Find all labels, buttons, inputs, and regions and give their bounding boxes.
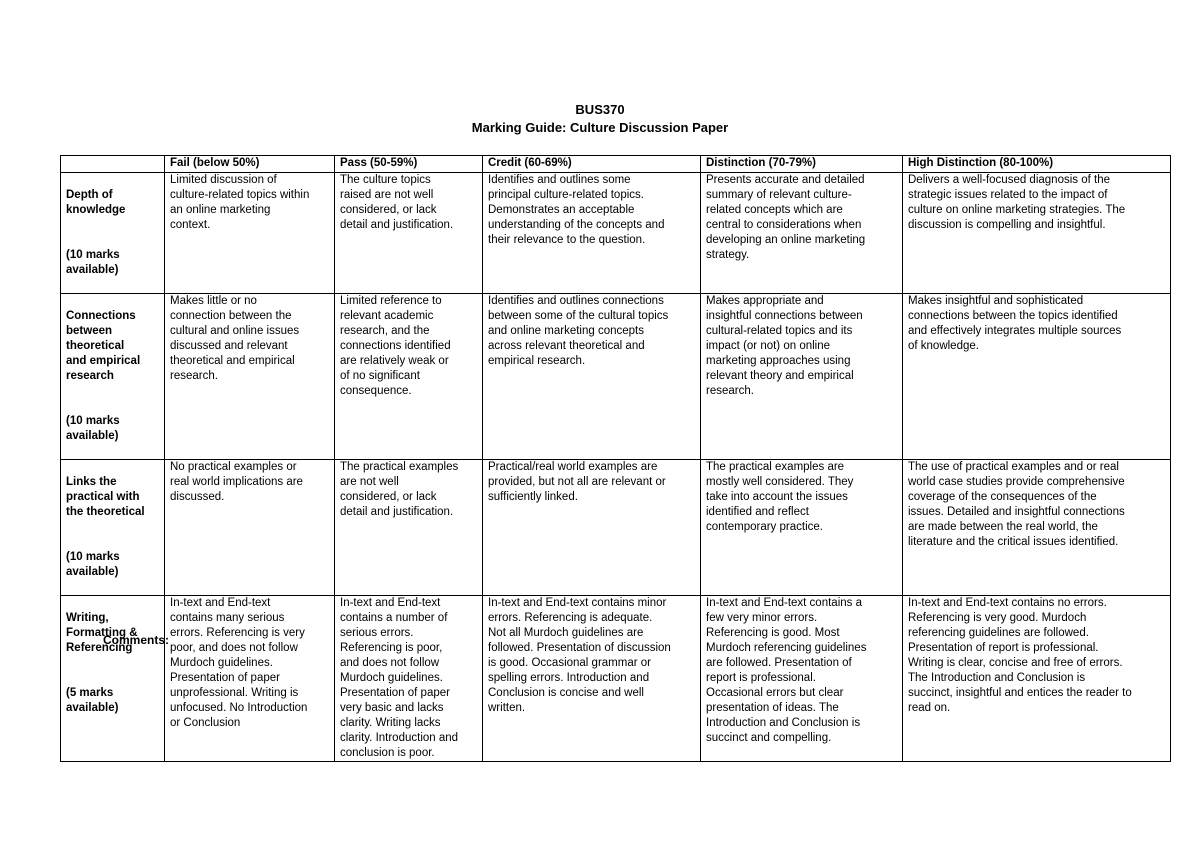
- comments-label: Comments:: [103, 633, 170, 647]
- credit-descriptor: Identifies and outlines some principal culture-related topics. Demonstrates an acceptable understanding of the concepts and their relevance to the question.: [483, 173, 701, 294]
- distinction-descriptor: Makes appropriate and insightful connections between cultural-related topics and its impact (or not) on online marketing approaches using relevant theory and empirical research.: [701, 294, 903, 460]
- high-distinction-descriptor: Delivers a well-focused diagnosis of the strategic issues related to the impact of culture on online marketing strategies. The discussion is compelling and insightful.: [903, 173, 1171, 294]
- credit-descriptor: Practical/real world examples are provided, but not all are relevant or sufficiently linked.: [483, 460, 701, 596]
- header-cell-credit: Credit (60-69%): [483, 156, 701, 173]
- fail-descriptor: No practical examples or real world implications are discussed.: [165, 460, 335, 596]
- course-code: BUS370: [575, 102, 625, 117]
- marking-rubric-table: [60, 155, 1171, 762]
- criterion-marks: (10 marks available): [66, 249, 120, 276]
- pass-descriptor: In-text and End-text contains a number of serious errors. Referencing is poor, and does not follow Murdoch guidelines. Presentation of paper very basic and lacks clarity. Writing lacks clarity. Introduction and conclusion is poor.: [335, 596, 483, 762]
- fail-descriptor: Limited discussion of culture-related topics within an online marketing context.: [165, 173, 335, 294]
- distinction-descriptor: The practical examples are mostly well considered. They take into account the issues identified and reflect contemporary practice.: [701, 460, 903, 596]
- criterion-cell: [61, 173, 165, 294]
- criterion-marks: (10 marks available): [66, 551, 120, 578]
- distinction-descriptor: In-text and End-text contains a few very minor errors. Referencing is good. Most Murdoch referencing guidelines are followed. Presentation of report is professional. Occasional errors but clear presentation of ideas. The Introduction and Conclusion is succinct and compelling.: [701, 596, 903, 762]
- header-cell-empty: [61, 156, 165, 173]
- header-row: [61, 156, 1171, 173]
- header-cell-fail: Fail (below 50%): [165, 156, 335, 173]
- table-row: [61, 596, 1171, 762]
- pass-descriptor: Limited reference to relevant academic research, and the connections identified are relatively weak or of no significant consequence.: [335, 294, 483, 460]
- criterion-name: Connections between theoretical and empirical research: [66, 310, 141, 382]
- fail-descriptor: In-text and End-text contains many serious errors. Referencing is very poor, and does not follow Murdoch guidelines. Presentation of paper unprofessional. Writing is unfocused. No Introduction or Conclusion: [165, 596, 335, 762]
- table-row: [61, 173, 1171, 294]
- criterion-marks: (5 marks available): [66, 687, 119, 714]
- table-row: [61, 460, 1171, 596]
- high-distinction-descriptor: Makes insightful and sophisticated connections between the topics identified and effectively integrates multiple sources of knowledge.: [903, 294, 1171, 460]
- criterion-name: Links the practical with the theoretical: [66, 476, 145, 518]
- criterion-name: Writing, Formatting & Referencing: [66, 612, 138, 654]
- criterion-name: Depth of knowledge: [66, 189, 126, 216]
- document-title: Marking Guide: Culture Discussion Paper: [471, 120, 729, 135]
- header-cell-pass: Pass (50-59%): [335, 156, 483, 173]
- credit-descriptor: Identifies and outlines connections between some of the cultural topics and online marketing concepts across relevant theoretical and empirical research.: [483, 294, 701, 460]
- header-cell-distinction: Distinction (70-79%): [701, 156, 903, 173]
- criterion-cell: [61, 596, 165, 762]
- header-cell-high-distinction: High Distinction (80-100%): [903, 156, 1171, 173]
- table-row: [61, 294, 1171, 460]
- distinction-descriptor: Presents accurate and detailed summary of relevant culture- related concepts which are central to considerations when developing an online marketing strategy.: [701, 173, 903, 294]
- criterion-cell: [61, 294, 165, 460]
- pass-descriptor: The practical examples are not well considered, or lack detail and justification.: [335, 460, 483, 596]
- pass-descriptor: The culture topics raised are not well considered, or lack detail and justification.: [335, 173, 483, 294]
- fail-descriptor: Makes little or no connection between the cultural and online issues discussed and relevant theoretical and empirical research.: [165, 294, 335, 460]
- high-distinction-descriptor: The use of practical examples and or real world case studies provide comprehensive coverage of the consequences of the issues. Detailed and insightful connections are made between the real world, the literature and the critical issues identified.: [903, 460, 1171, 596]
- credit-descriptor: In-text and End-text contains minor errors. Referencing is adequate. Not all Murdoch guidelines are followed. Presentation of discussion is good. Occasional grammar or spelling errors. Introduction and Conclusion is concise and well written.: [483, 596, 701, 762]
- criterion-marks: (10 marks available): [66, 415, 120, 442]
- criterion-cell: [61, 460, 165, 596]
- high-distinction-descriptor: In-text and End-text contains no errors. Referencing is very good. Murdoch referencing guidelines are followed. Presentation of report is professional. Writing is clear, concise and free of errors. The Introduction and Conclusion is succinct, insightful and entices the reader to read on.: [903, 596, 1171, 762]
